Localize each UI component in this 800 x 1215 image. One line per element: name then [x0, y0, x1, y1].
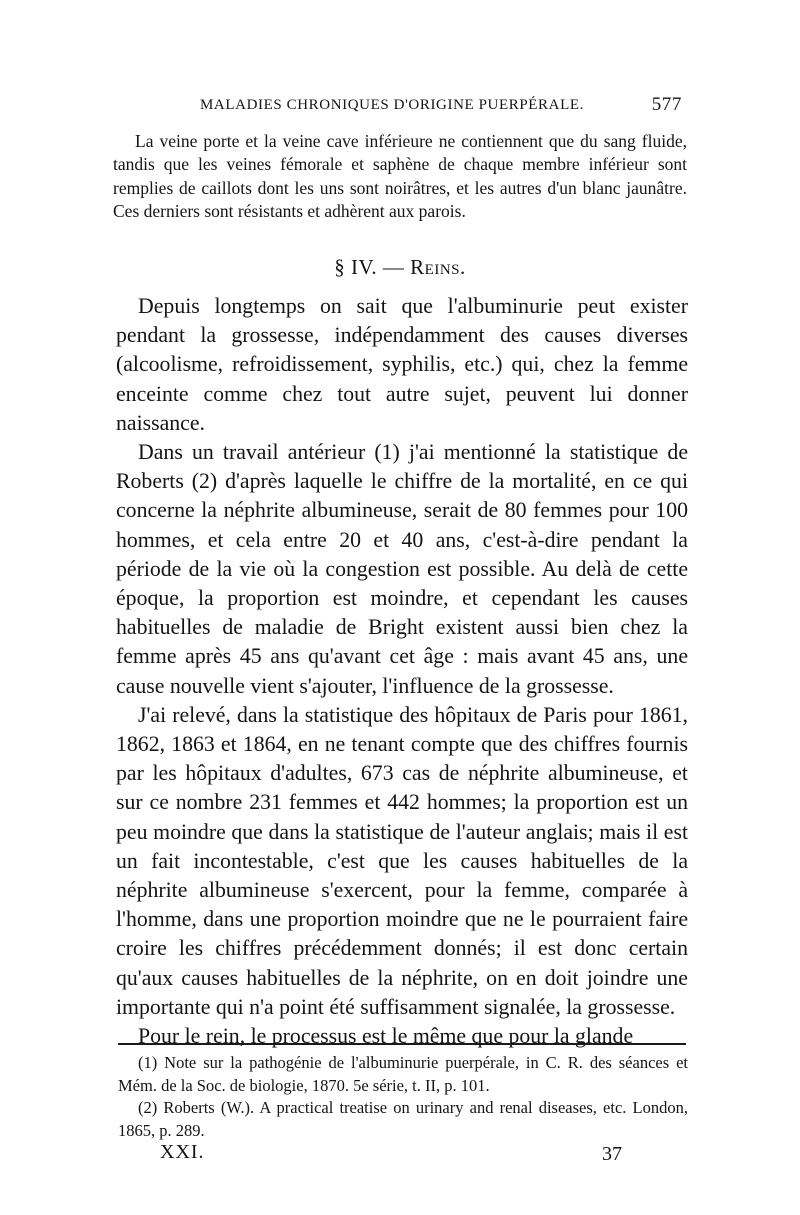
main-text — [116, 292, 688, 1051]
section-title: Reins. — [410, 255, 466, 279]
gathering-number: 37 — [602, 1143, 622, 1165]
footnotes — [118, 1052, 688, 1142]
paragraph-1: Depuis longtemps on sait que l'albuminurie peut exister pendant la grossesse, indépendamment des causes diverses (alcoolisme, refroidissement, syphilis, etc.) qui, chez la femme enceinte comme chez tout autre sujet, peuvent lui donner naissance. — [116, 294, 688, 435]
page-number: 577 — [651, 94, 682, 115]
running-header — [200, 94, 682, 115]
running-title: MALADIES CHRONIQUES D'ORIGINE PUERPÉRALE. — [200, 97, 584, 113]
section-heading — [0, 255, 800, 280]
signature-mark: XXI. — [160, 1141, 205, 1163]
footnote-1: (1) Note sur la pathogénie de l'albuminurie puerpérale, in C. R. des séances et Mém. de la Soc. de biologie, 1870. 5e série, t. II, p. 101. — [118, 1053, 688, 1095]
intro-paragraph: La veine porte et la veine cave inférieure ne contiennent que du sang fluide, tandis que les veines fémorale et saphène de chaque membre inférieur sont remplies de caillots dont les uns sont noirâtres, et les autres d'un blanc jaunâtre. Ces derniers sont résistants et adhèrent aux parois. — [113, 131, 687, 221]
intro-block — [113, 130, 687, 223]
paragraph-2: Dans un travail antérieur (1) j'ai mentionné la statistique de Roberts (2) d'après laquelle le chiffre de la mortalité, en ce qui concerne la néphrite albumineuse, serait de 80 femmes pour 100 hommes, et cela entre 20 et 40 ans, c'est-à-dire pendant la période de la vie où la congestion est possible. Au delà de cette époque, la proportion est moindre, et cependant les causes habituelles de maladie de Bright existent aussi bien chez la femme après 45 ans qu'avant cet âge : mais avant 45 ans, une cause nouvelle vient s'ajouter, l'influence de la grossesse. — [116, 440, 688, 698]
footnote-2: (2) Roberts (W.). A practical treatise on urinary and renal diseases, etc. London, 1865, p. 289. — [118, 1098, 688, 1140]
paragraph-4: Pour le rein, le processus est le même que pour la glande — [138, 1024, 634, 1049]
paragraph-3: J'ai relevé, dans la statistique des hôpitaux de Paris pour 1861, 1862, 1863 et 1864, en ne tenant compte que des chiffres fournis par les hôpitaux d'adultes, 673 cas de néphrite albumineuse, et sur ce nombre 231 femmes et 442 hommes; la proportion est un peu moindre que dans la statistique de l'auteur anglais; mais il est un fait incontestable, c'est que les causes habituelles de la néphrite albumineuse s'exercent, pour la femme, comparée à l'homme, dans une proportion moindre que ne le pourraient faire croire les chiffres précédemment donnés; il est donc certain qu'aux causes habituelles de la néphrite, on en doit joindre une importante qui n'a point été suffisamment signalée, la grossesse. — [116, 702, 688, 1019]
footnote-rule — [118, 1043, 686, 1045]
section-number: § IV. — — [334, 255, 411, 279]
